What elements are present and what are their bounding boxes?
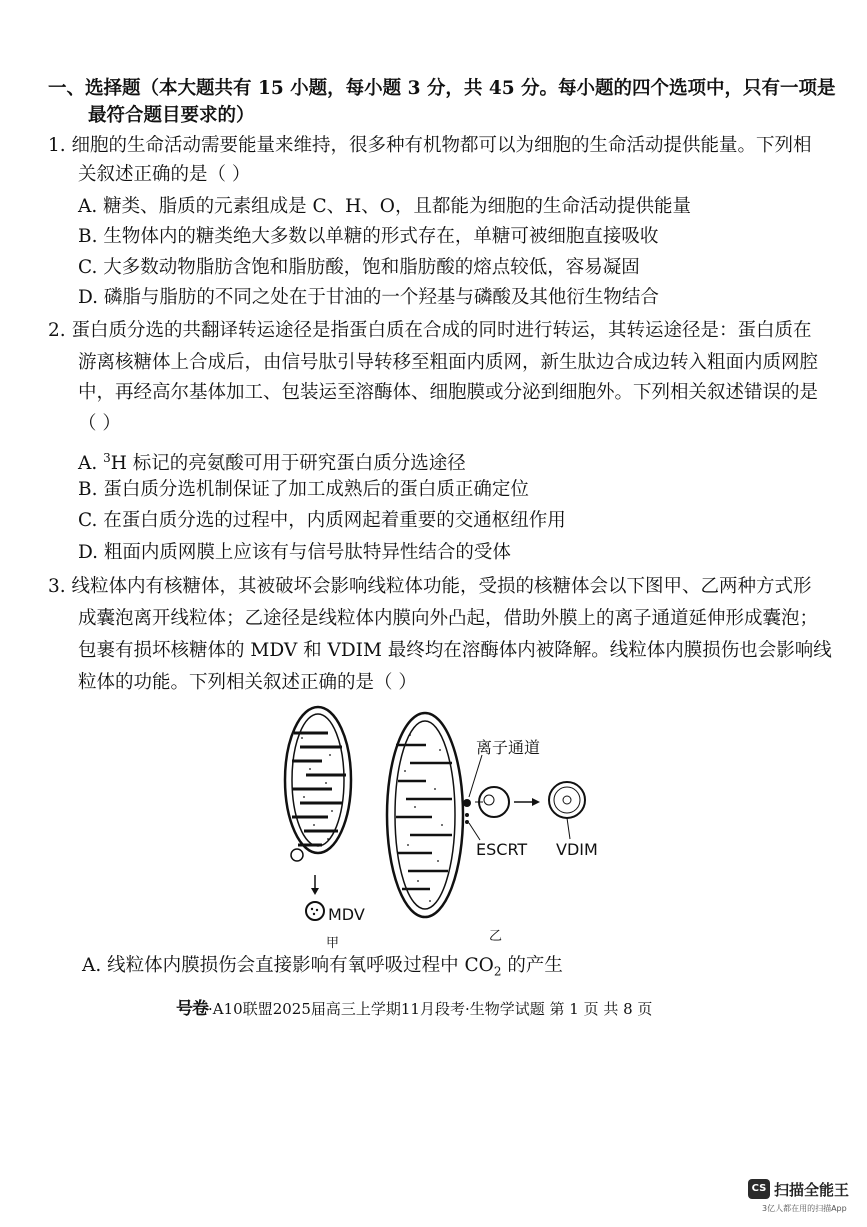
q3-option-a bbox=[82, 954, 563, 984]
scanner-app-name: 扫描全能王 bbox=[774, 1181, 850, 1199]
label-yi: 乙 bbox=[489, 929, 503, 944]
q1-option-c: C. 大多数动物脂肪含饱和脂肪酸，饱和脂肪酸的熔点较低，容易凝固 bbox=[78, 257, 640, 278]
page-footer bbox=[176, 994, 652, 1019]
mitochondrion-jia bbox=[285, 707, 351, 861]
q2-option-c: C. 在蛋白质分选的过程中，内质网起着重要的交通枢纽作用 bbox=[78, 510, 566, 531]
q2-option-b: B. 蛋白质分选机制保证了加工成熟后的蛋白质正确定位 bbox=[78, 479, 529, 500]
q3-option-a-suffix: 的产生 bbox=[501, 955, 563, 976]
q2-stem-line1: 2. 蛋白质分选的共翻译转运途径是指蛋白质在合成的同时进行转运，其转运途径是：蛋白质在 bbox=[48, 320, 812, 341]
q3-stem-line3: 包裹有损坏核糖体的 MDV 和 VDIM 最终均在溶酶体内被降解。线粒体内膜损伤也会影响线 bbox=[78, 640, 832, 661]
mitochondrion-yi bbox=[387, 713, 471, 917]
q2-option-d: D. 粗面内质网膜上应该有与信号肽特异性结合的受体 bbox=[78, 542, 511, 563]
q2-option-a bbox=[78, 446, 466, 476]
q2-stem-line4: （ ） bbox=[78, 413, 121, 434]
q2-option-a-text: H 标记的亮氨酸可用于研究蛋白质分选途径 bbox=[110, 453, 466, 475]
label-mdv: MDV bbox=[328, 905, 365, 924]
q1-option-a: A. 糖类、脂质的元素组成是 C、H、O，且都能为细胞的生命活动提供能量 bbox=[78, 196, 691, 217]
q3-option-a-prefix: A. 线粒体内膜损伤会直接影响有氧呼吸过程中 CO bbox=[82, 955, 494, 976]
camscanner-logo-icon: CS bbox=[748, 1179, 770, 1199]
label-jia: 甲 bbox=[326, 936, 340, 951]
q2-stem-line2: 游离核糖体上合成后，由信号肽引导转移至粗面内质网，新生肽边合成边转入粗面内质网腔 bbox=[78, 352, 819, 373]
q2-option-a-superscript: 3 bbox=[103, 451, 111, 465]
label-ion-channel: 离子通道 bbox=[476, 738, 541, 757]
label-vdim: VDIM bbox=[556, 840, 598, 859]
scanner-tagline: 3亿人都在用的扫描App bbox=[762, 1204, 847, 1213]
q3-stem-line2: 成囊泡离开线粒体；乙途径是线粒体内膜向外凸起，借助外膜上的离子通道延伸形成囊泡； bbox=[78, 608, 819, 629]
exam-brand-mark: 号卷 bbox=[176, 999, 208, 1019]
q1-option-d: D. 磷脂与脂肪的不同之处在于甘油的一个羟基与磷酸及其他衍生物结合 bbox=[78, 287, 659, 308]
mdv-vesicle-icon bbox=[306, 902, 324, 920]
q1-stem-line1: 1. 细胞的生命活动需要能量来维持，很多种有机物都可以为细胞的生命活动提供能量。下列相 bbox=[48, 135, 812, 156]
escrt-pointer bbox=[469, 823, 480, 840]
ion-channel-pointer bbox=[469, 755, 482, 797]
section-title-line1: 一、选择题（本大题共有 15 小题，每小题 3 分，共 45 分。每小题的四个选项中，只有一项是 bbox=[48, 78, 836, 99]
q1-stem-line2: 关叙述正确的是（ ） bbox=[78, 164, 251, 185]
mitochondria-figure bbox=[270, 705, 630, 945]
q3-stem-line4: 粒体的功能。下列相关叙述正确的是（ ） bbox=[78, 672, 417, 693]
footer-text: ·A10联盟2025届高三上学期11月段考·生物学试题 第 1 页 共 8 页 bbox=[208, 1000, 653, 1018]
q2-option-a-prefix: A. bbox=[78, 453, 104, 475]
q1-option-b: B. 生物体内的糖类绝大多数以单糖的形式存在，单糖可被细胞直接吸收 bbox=[78, 226, 659, 247]
q2-stem-line3: 中，再经高尔基体加工、包装运至溶酶体、细胞膜或分泌到细胞外。下列相关叙述错误的是 bbox=[78, 382, 819, 403]
section-title-line2: 最符合题目要求的） bbox=[88, 105, 255, 126]
scanner-watermark bbox=[748, 1177, 858, 1223]
label-escrt: ESCRT bbox=[476, 840, 528, 859]
q3-option-a-subscript: 2 bbox=[493, 964, 502, 979]
q3-stem-line1: 3. 线粒体内有核糖体，其被破坏会影响线粒体功能，受损的核糖体会以下图甲、乙两种方式形 bbox=[48, 576, 812, 597]
